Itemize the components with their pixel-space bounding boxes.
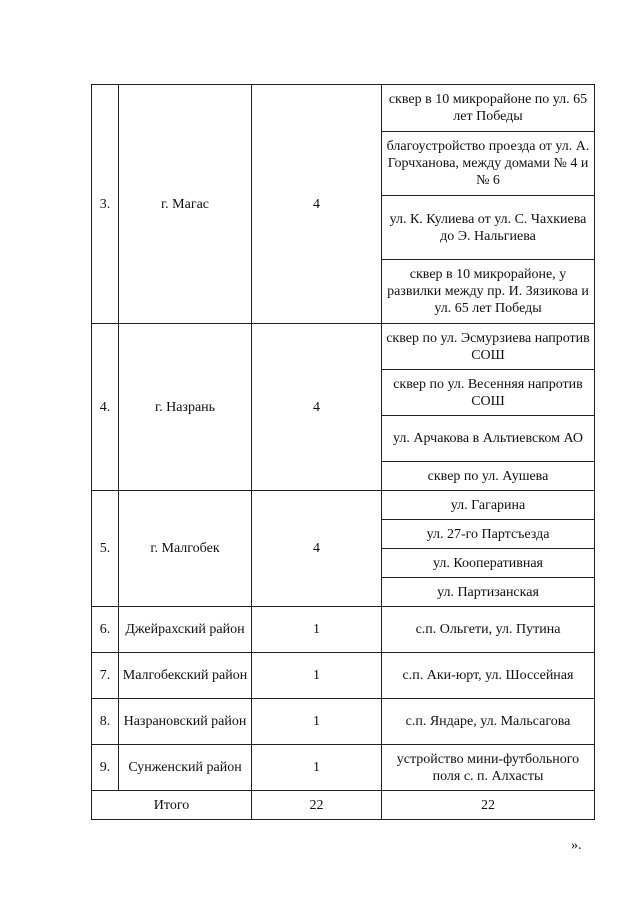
municipality-name: Назрановский район	[119, 699, 252, 745]
row-number: 8.	[92, 699, 119, 745]
objects-table	[91, 84, 595, 820]
object-cell: сквер в 10 микрорайоне по ул. 65 лет Победы	[382, 85, 595, 132]
row-number: 4.	[92, 324, 119, 491]
table-row	[92, 745, 595, 791]
object-count: 1	[252, 653, 382, 699]
table-row	[92, 85, 595, 132]
row-number: 7.	[92, 653, 119, 699]
closing-quote: ».	[571, 838, 582, 853]
object-cell: с.п. Ольгети, ул. Путина	[382, 607, 595, 653]
municipality-name: г. Малгобек	[119, 491, 252, 607]
total-count: 22	[252, 791, 382, 820]
objects-table-body	[92, 85, 595, 820]
object-cell: благоустройство проезда от ул. А. Горчханова, между домами № 4 и № 6	[382, 132, 595, 196]
municipality-name: г. Магас	[119, 85, 252, 324]
object-cell: сквер по ул. Аушева	[382, 462, 595, 491]
table-row	[92, 607, 595, 653]
object-count: 4	[252, 324, 382, 491]
row-number: 9.	[92, 745, 119, 791]
object-count: 4	[252, 491, 382, 607]
table-row	[92, 653, 595, 699]
table-row	[92, 491, 595, 520]
object-count: 4	[252, 85, 382, 324]
total-row	[92, 791, 595, 820]
table-row	[92, 324, 595, 370]
object-cell: ул. Кооперативная	[382, 549, 595, 578]
row-number: 6.	[92, 607, 119, 653]
total-label: Итого	[92, 791, 252, 820]
object-cell: с.п. Аки-юрт, ул. Шоссейная	[382, 653, 595, 699]
object-cell: ул. Партизанская	[382, 578, 595, 607]
object-cell: сквер по ул. Эсмурзиева напротив СОШ	[382, 324, 595, 370]
row-number: 5.	[92, 491, 119, 607]
object-cell: ул. Гагарина	[382, 491, 595, 520]
object-cell: ул. 27-го Партсъезда	[382, 520, 595, 549]
object-count: 1	[252, 607, 382, 653]
municipality-name: Малгобекский район	[119, 653, 252, 699]
object-count: 1	[252, 745, 382, 791]
municipality-name: Сунженский район	[119, 745, 252, 791]
object-cell: ул. Арчакова в Альтиевском АО	[382, 416, 595, 462]
row-number: 3.	[92, 85, 119, 324]
object-cell: сквер в 10 микрорайоне, у развилки между пр. И. Зязикова и ул. 65 лет Победы	[382, 260, 595, 324]
object-cell: сквер по ул. Весенняя напротив СОШ	[382, 370, 595, 416]
object-cell: устройство мини-футбольного поля с. п. Алхасты	[382, 745, 595, 791]
object-count: 1	[252, 699, 382, 745]
total-objects: 22	[382, 791, 595, 820]
object-cell: ул. К. Кулиева от ул. С. Чахкиева до Э. Нальгиева	[382, 196, 595, 260]
object-cell: с.п. Яндаре, ул. Мальсагова	[382, 699, 595, 745]
municipality-name: г. Назрань	[119, 324, 252, 491]
municipality-name: Джейрахский район	[119, 607, 252, 653]
table-row	[92, 699, 595, 745]
